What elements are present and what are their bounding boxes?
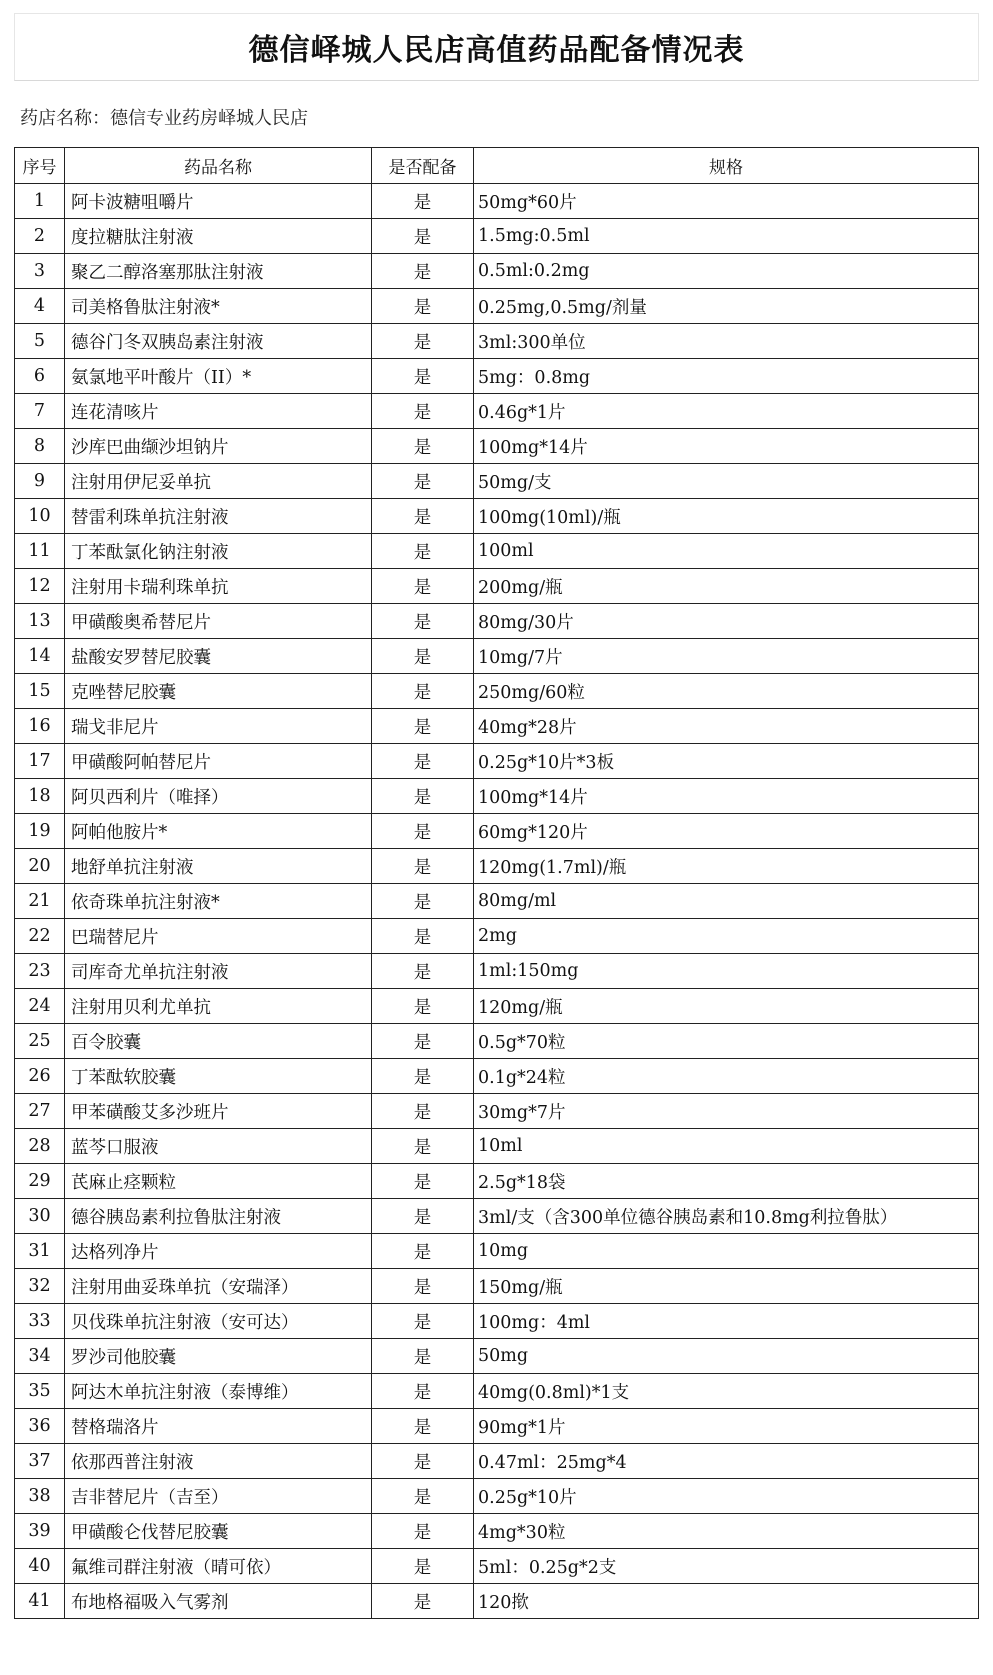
- row-stocked: 是: [372, 359, 474, 394]
- row-stocked: 是: [372, 604, 474, 639]
- table-row: [15, 1129, 979, 1164]
- table-row: [15, 254, 979, 289]
- row-spec: 10mg: [474, 1234, 979, 1269]
- row-spec: 0.5g*70粒: [474, 1024, 979, 1059]
- row-stocked: 是: [372, 1059, 474, 1094]
- row-drug-name: 丁苯酞软胶囊: [65, 1059, 372, 1094]
- row-no: 6: [15, 359, 65, 394]
- row-drug-name: 替格瑞洛片: [65, 1409, 372, 1444]
- row-spec: 5mg：0.8mg: [474, 359, 979, 394]
- row-spec: 0.25g*10片: [474, 1479, 979, 1514]
- row-stocked: 是: [372, 954, 474, 989]
- row-no: 37: [15, 1444, 65, 1479]
- row-no: 11: [15, 534, 65, 569]
- row-stocked: 是: [372, 219, 474, 254]
- row-drug-name: 阿贝西利片（唯择）: [65, 779, 372, 814]
- row-stocked: 是: [372, 1374, 474, 1409]
- row-drug-name: 聚乙二醇洛塞那肽注射液: [65, 254, 372, 289]
- row-drug-name: 甲苯磺酸艾多沙班片: [65, 1094, 372, 1129]
- row-spec: 30mg*7片: [474, 1094, 979, 1129]
- row-no: 16: [15, 709, 65, 744]
- table-row: [15, 1514, 979, 1549]
- row-stocked: 是: [372, 1269, 474, 1304]
- table-header-row: [15, 148, 979, 184]
- row-stocked: 是: [372, 464, 474, 499]
- row-spec: 0.25g*10片*3板: [474, 744, 979, 779]
- row-spec: 1.5mg:0.5ml: [474, 219, 979, 254]
- row-spec: 2.5g*18袋: [474, 1164, 979, 1199]
- row-drug-name: 贝伐珠单抗注射液（安可达）: [65, 1304, 372, 1339]
- table-row: [15, 499, 979, 534]
- page-title: 德信峄城人民店高值药品配备情况表: [14, 13, 979, 81]
- table-row: [15, 1339, 979, 1374]
- table-row: [15, 324, 979, 359]
- row-stocked: 是: [372, 394, 474, 429]
- table-row: [15, 1549, 979, 1584]
- table-row: [15, 919, 979, 954]
- row-no: 10: [15, 499, 65, 534]
- row-spec: 0.46g*1片: [474, 394, 979, 429]
- row-spec: 0.47ml：25mg*4: [474, 1444, 979, 1479]
- row-drug-name: 注射用曲妥珠单抗（安瑞泽）: [65, 1269, 372, 1304]
- store-name-label: 药店名称：德信专业药房峄城人民店: [20, 108, 308, 129]
- row-stocked: 是: [372, 534, 474, 569]
- row-stocked: 是: [372, 1094, 474, 1129]
- row-no: 34: [15, 1339, 65, 1374]
- row-spec: 200mg/瓶: [474, 569, 979, 604]
- table-row: [15, 219, 979, 254]
- row-no: 12: [15, 569, 65, 604]
- row-spec: 50mg/支: [474, 464, 979, 499]
- row-stocked: 是: [372, 1129, 474, 1164]
- row-stocked: 是: [372, 184, 474, 219]
- row-stocked: 是: [372, 1234, 474, 1269]
- row-no: 39: [15, 1514, 65, 1549]
- row-stocked: 是: [372, 1514, 474, 1549]
- row-no: 40: [15, 1549, 65, 1584]
- table-row: [15, 569, 979, 604]
- row-spec: 50mg*60片: [474, 184, 979, 219]
- row-no: 15: [15, 674, 65, 709]
- row-stocked: 是: [372, 499, 474, 534]
- row-drug-name: 吉非替尼片（吉至）: [65, 1479, 372, 1514]
- row-spec: 120mg/瓶: [474, 989, 979, 1024]
- table-row: [15, 989, 979, 1024]
- row-spec: 3ml/支（含300单位德谷胰岛素和10.8mg利拉鲁肽）: [474, 1199, 979, 1234]
- row-drug-name: 达格列净片: [65, 1234, 372, 1269]
- row-spec: 60mg*120片: [474, 814, 979, 849]
- table-row: [15, 394, 979, 429]
- row-drug-name: 司美格鲁肽注射液*: [65, 289, 372, 324]
- table-row: [15, 1444, 979, 1479]
- row-stocked: 是: [372, 849, 474, 884]
- table-row: [15, 674, 979, 709]
- table-row: [15, 639, 979, 674]
- row-drug-name: 瑞戈非尼片: [65, 709, 372, 744]
- table-row: [15, 359, 979, 394]
- row-spec: 10mg/7片: [474, 639, 979, 674]
- row-spec: 5ml：0.25g*2支: [474, 1549, 979, 1584]
- row-stocked: 是: [372, 1199, 474, 1234]
- row-spec: 100mg*14片: [474, 429, 979, 464]
- row-drug-name: 注射用卡瑞利珠单抗: [65, 569, 372, 604]
- table-row: [15, 1024, 979, 1059]
- row-no: 41: [15, 1584, 65, 1619]
- table-row: [15, 954, 979, 989]
- row-stocked: 是: [372, 814, 474, 849]
- row-no: 9: [15, 464, 65, 499]
- table-row: [15, 779, 979, 814]
- row-no: 26: [15, 1059, 65, 1094]
- row-spec: 4mg*30粒: [474, 1514, 979, 1549]
- row-stocked: 是: [372, 1304, 474, 1339]
- row-no: 21: [15, 884, 65, 919]
- row-no: 35: [15, 1374, 65, 1409]
- header-stocked: 是否配备: [372, 148, 474, 184]
- row-stocked: 是: [372, 569, 474, 604]
- row-no: 20: [15, 849, 65, 884]
- row-no: 30: [15, 1199, 65, 1234]
- row-no: 8: [15, 429, 65, 464]
- table-row: [15, 1584, 979, 1619]
- row-no: 27: [15, 1094, 65, 1129]
- table-row: [15, 289, 979, 324]
- row-spec: 100mg*14片: [474, 779, 979, 814]
- table-row: [15, 1409, 979, 1444]
- row-drug-name: 阿达木单抗注射液（泰博维）: [65, 1374, 372, 1409]
- row-no: 23: [15, 954, 65, 989]
- row-stocked: 是: [372, 1339, 474, 1374]
- header-no: 序号: [15, 148, 65, 184]
- table-row: [15, 1164, 979, 1199]
- table-row: [15, 184, 979, 219]
- row-stocked: 是: [372, 779, 474, 814]
- row-spec: 100mg：4ml: [474, 1304, 979, 1339]
- row-drug-name: 氨氯地平叶酸片（II）*: [65, 359, 372, 394]
- table-row: [15, 1094, 979, 1129]
- row-drug-name: 罗沙司他胶囊: [65, 1339, 372, 1374]
- row-drug-name: 甲磺酸奥希替尼片: [65, 604, 372, 639]
- drug-table: [14, 147, 979, 1619]
- row-spec: 150mg/瓶: [474, 1269, 979, 1304]
- table-row: [15, 884, 979, 919]
- row-no: 2: [15, 219, 65, 254]
- row-drug-name: 蓝芩口服液: [65, 1129, 372, 1164]
- row-drug-name: 司库奇尤单抗注射液: [65, 954, 372, 989]
- row-no: 32: [15, 1269, 65, 1304]
- row-no: 5: [15, 324, 65, 359]
- row-stocked: 是: [372, 429, 474, 464]
- row-drug-name: 芪麻止痉颗粒: [65, 1164, 372, 1199]
- row-drug-name: 依那西普注射液: [65, 1444, 372, 1479]
- table-row: [15, 1304, 979, 1339]
- row-spec: 10ml: [474, 1129, 979, 1164]
- row-drug-name: 克唑替尼胶囊: [65, 674, 372, 709]
- row-stocked: 是: [372, 1024, 474, 1059]
- row-drug-name: 阿帕他胺片*: [65, 814, 372, 849]
- row-stocked: 是: [372, 1444, 474, 1479]
- row-no: 7: [15, 394, 65, 429]
- row-drug-name: 盐酸安罗替尼胶囊: [65, 639, 372, 674]
- row-drug-name: 依奇珠单抗注射液*: [65, 884, 372, 919]
- table-row: [15, 1374, 979, 1409]
- row-spec: 100mg(10ml)/瓶: [474, 499, 979, 534]
- header-spec: 规格: [474, 148, 979, 184]
- row-drug-name: 度拉糖肽注射液: [65, 219, 372, 254]
- row-spec: 40mg(0.8ml)*1支: [474, 1374, 979, 1409]
- row-stocked: 是: [372, 639, 474, 674]
- row-no: 19: [15, 814, 65, 849]
- row-stocked: 是: [372, 1409, 474, 1444]
- row-stocked: 是: [372, 1479, 474, 1514]
- row-stocked: 是: [372, 674, 474, 709]
- row-no: 4: [15, 289, 65, 324]
- row-no: 18: [15, 779, 65, 814]
- row-drug-name: 甲磺酸仑伐替尼胶囊: [65, 1514, 372, 1549]
- row-stocked: 是: [372, 289, 474, 324]
- header-name: 药品名称: [65, 148, 372, 184]
- table-body: [15, 184, 979, 1619]
- row-spec: 120mg(1.7ml)/瓶: [474, 849, 979, 884]
- row-stocked: 是: [372, 1584, 474, 1619]
- row-spec: 40mg*28片: [474, 709, 979, 744]
- table-row: [15, 814, 979, 849]
- row-drug-name: 地舒单抗注射液: [65, 849, 372, 884]
- row-spec: 80mg/ml: [474, 884, 979, 919]
- row-spec: 50mg: [474, 1339, 979, 1374]
- row-drug-name: 巴瑞替尼片: [65, 919, 372, 954]
- row-drug-name: 丁苯酞氯化钠注射液: [65, 534, 372, 569]
- row-no: 38: [15, 1479, 65, 1514]
- row-spec: 2mg: [474, 919, 979, 954]
- table-row: [15, 464, 979, 499]
- row-no: 3: [15, 254, 65, 289]
- row-no: 24: [15, 989, 65, 1024]
- row-spec: 0.5ml:0.2mg: [474, 254, 979, 289]
- table-row: [15, 604, 979, 639]
- row-no: 14: [15, 639, 65, 674]
- row-drug-name: 甲磺酸阿帕替尼片: [65, 744, 372, 779]
- row-spec: 120揿: [474, 1584, 979, 1619]
- row-drug-name: 注射用伊尼妥单抗: [65, 464, 372, 499]
- row-spec: 0.25mg,0.5mg/剂量: [474, 289, 979, 324]
- row-stocked: 是: [372, 919, 474, 954]
- row-stocked: 是: [372, 989, 474, 1024]
- row-no: 33: [15, 1304, 65, 1339]
- row-drug-name: 阿卡波糖咀嚼片: [65, 184, 372, 219]
- row-drug-name: 德谷胰岛素利拉鲁肽注射液: [65, 1199, 372, 1234]
- table-row: [15, 1479, 979, 1514]
- table-row: [15, 429, 979, 464]
- row-stocked: 是: [372, 709, 474, 744]
- table-row: [15, 709, 979, 744]
- row-spec: 0.1g*24粒: [474, 1059, 979, 1094]
- row-stocked: 是: [372, 324, 474, 359]
- row-drug-name: 德谷门冬双胰岛素注射液: [65, 324, 372, 359]
- row-stocked: 是: [372, 1549, 474, 1584]
- row-no: 31: [15, 1234, 65, 1269]
- row-no: 22: [15, 919, 65, 954]
- row-drug-name: 布地格福吸入气雾剂: [65, 1584, 372, 1619]
- row-no: 29: [15, 1164, 65, 1199]
- table-row: [15, 1269, 979, 1304]
- row-no: 17: [15, 744, 65, 779]
- row-drug-name: 替雷利珠单抗注射液: [65, 499, 372, 534]
- row-spec: 100ml: [474, 534, 979, 569]
- row-stocked: 是: [372, 744, 474, 779]
- row-spec: 80mg/30片: [474, 604, 979, 639]
- table-row: [15, 1059, 979, 1094]
- row-stocked: 是: [372, 1164, 474, 1199]
- row-drug-name: 氟维司群注射液（晴可依）: [65, 1549, 372, 1584]
- table-row: [15, 1199, 979, 1234]
- row-drug-name: 百令胶囊: [65, 1024, 372, 1059]
- row-no: 28: [15, 1129, 65, 1164]
- row-spec: 3ml:300单位: [474, 324, 979, 359]
- row-drug-name: 注射用贝利尤单抗: [65, 989, 372, 1024]
- row-drug-name: 连花清咳片: [65, 394, 372, 429]
- row-spec: 90mg*1片: [474, 1409, 979, 1444]
- row-no: 25: [15, 1024, 65, 1059]
- row-no: 1: [15, 184, 65, 219]
- table-row: [15, 744, 979, 779]
- table-row: [15, 849, 979, 884]
- row-no: 36: [15, 1409, 65, 1444]
- table-row: [15, 1234, 979, 1269]
- row-spec: 1ml:150mg: [474, 954, 979, 989]
- row-no: 13: [15, 604, 65, 639]
- row-stocked: 是: [372, 884, 474, 919]
- row-spec: 250mg/60粒: [474, 674, 979, 709]
- row-drug-name: 沙库巴曲缬沙坦钠片: [65, 429, 372, 464]
- table-row: [15, 534, 979, 569]
- row-stocked: 是: [372, 254, 474, 289]
